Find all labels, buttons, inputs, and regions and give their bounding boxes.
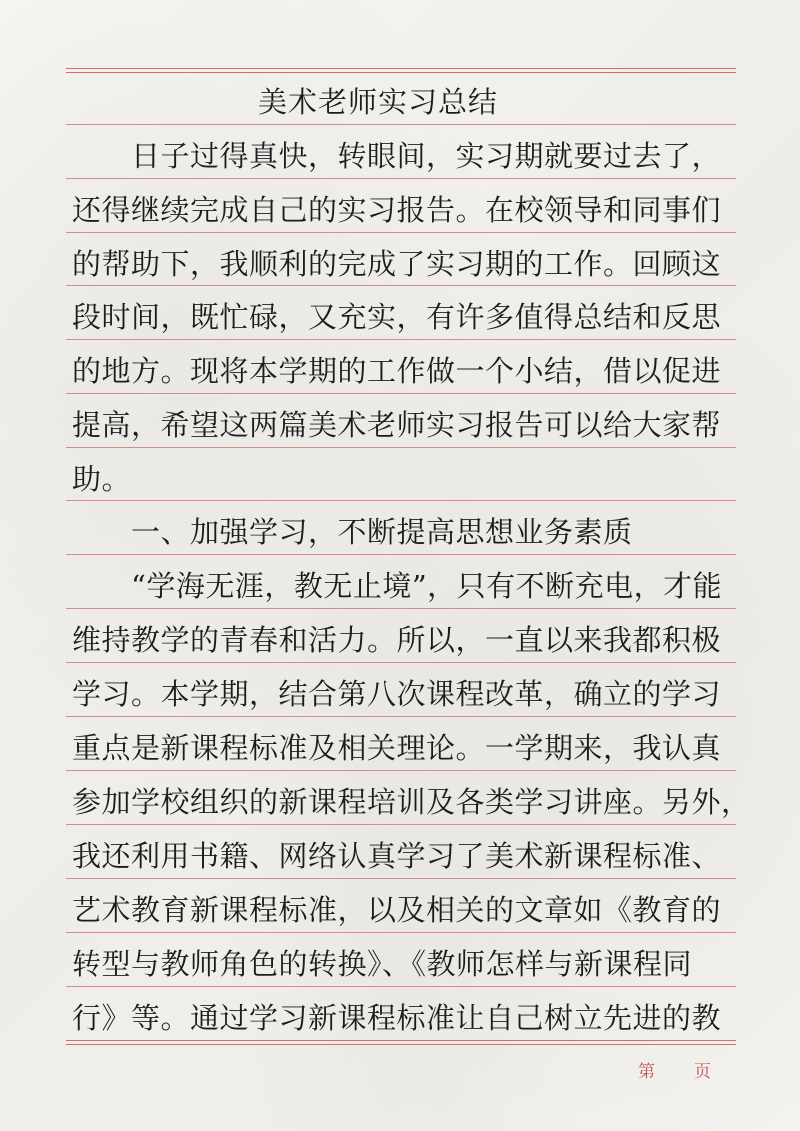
body-line: 维持教学的青春和活力。所以，一直以来我都积极 — [72, 623, 722, 657]
body-line: 艺术教育新课程标准，以及相关的文章如《教育的 — [72, 893, 722, 927]
ruled-line — [66, 608, 736, 609]
ruled-line — [66, 124, 736, 125]
body-line: 还得继续完成自己的实习报告。在校领导和同事们 — [72, 193, 722, 227]
ruled-line — [66, 716, 736, 717]
header-rule-top — [66, 68, 736, 69]
body-line: 助。 — [72, 462, 132, 496]
body-line: 参加学校组织的新课程培训及各类学习讲座。另外， — [72, 785, 751, 819]
ruled-line — [66, 447, 736, 448]
header-rule-bottom — [66, 72, 736, 73]
body-line: 重点是新课程标准及相关理论。一学期来，我认真 — [72, 731, 722, 765]
ruled-line — [66, 986, 736, 987]
page-label: 第 — [638, 1062, 655, 1082]
body-line: 提高，希望这两篇美术老师实习报告可以给大家帮 — [72, 408, 722, 442]
body-line: 的地方。现将本学期的工作做一个小结，借以促进 — [72, 354, 722, 388]
ruled-line — [66, 770, 736, 771]
ruled-line — [66, 878, 736, 879]
page-suffix: 页 — [694, 1062, 711, 1082]
ruled-line — [66, 824, 736, 825]
ruled-line — [66, 339, 736, 340]
body-line: 段时间，既忙碌，又充实，有许多值得总结和反思 — [72, 300, 722, 334]
ruled-line — [66, 232, 736, 233]
ruled-line — [66, 393, 736, 394]
ruled-line — [66, 932, 736, 933]
ruled-line — [66, 662, 736, 663]
body-line: 学习。本学期，结合第八次课程改革，确立的学习 — [72, 677, 722, 711]
ruled-line — [66, 178, 736, 179]
body-line: 我还利用书籍、网络认真学习了美术新课程标准、 — [72, 839, 722, 873]
ruled-line — [66, 500, 736, 501]
body-line: “学海无涯，教无止境”，只有不断充电，才能 — [72, 569, 723, 603]
section-heading: 一、加强学习，不断提高思想业务素质 — [72, 515, 633, 549]
body-line: 日子过得真快，转眼间，实习期就要过去了， — [72, 139, 722, 173]
body-line: 的帮助下，我顺利的完成了实习期的工作。回顾这 — [72, 247, 722, 281]
footer-rule-bottom — [66, 1044, 736, 1045]
document-title: 美术老师实习总结 — [258, 85, 499, 119]
footer-rule-top — [66, 1040, 736, 1041]
body-line: 行》等。通过学习新课程标准让自己树立先进的教 — [72, 1001, 722, 1035]
body-line: 转型与教师角色的转换》、《教师怎样与新课程同 — [72, 947, 693, 981]
ruled-line — [66, 554, 736, 555]
ruled-line — [66, 285, 736, 286]
